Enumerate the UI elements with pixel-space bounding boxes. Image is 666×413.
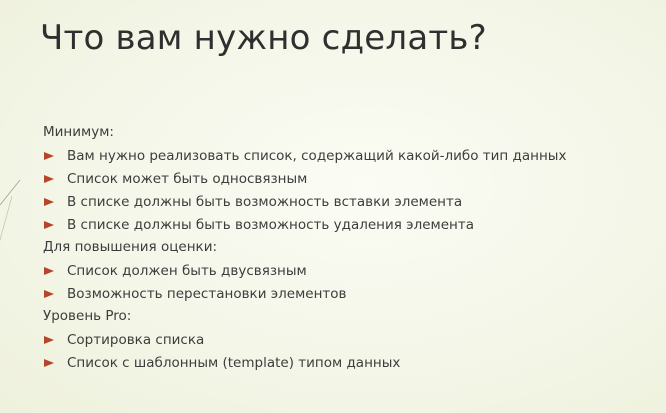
slide-title: Что вам нужно сделать? xyxy=(40,18,487,58)
list-item-text: Вам нужно реализовать список, содержащий какой-либо тип данных xyxy=(67,148,567,164)
section-heading-pro: Уровень Pro: xyxy=(43,308,132,324)
list-item-text: Возможность перестановки элементов xyxy=(67,286,347,302)
list-item xyxy=(43,168,653,191)
arrow-bullet-icon xyxy=(44,175,54,183)
list-item xyxy=(43,329,653,352)
list-item xyxy=(43,260,653,283)
list-item xyxy=(43,283,653,306)
section-heading-higher-grade: Для повышения оценки: xyxy=(43,239,218,255)
list-item-text: Список с шаблонным (template) типом данных xyxy=(67,355,401,371)
list-item-text: В списке должны быть возможность вставки элемента xyxy=(67,194,463,210)
list-item xyxy=(43,352,653,375)
section-heading-minimum: Минимум: xyxy=(43,124,114,140)
list-item xyxy=(43,145,653,168)
arrow-bullet-icon xyxy=(44,290,54,298)
arrow-bullet-icon xyxy=(44,152,54,160)
list-item xyxy=(43,191,653,214)
arrow-bullet-icon xyxy=(44,198,54,206)
list-item-text: В списке должны быть возможность удаления элемента xyxy=(67,217,474,233)
arrow-bullet-icon xyxy=(44,359,54,367)
list-item xyxy=(43,214,653,237)
list-item-text: Список должен быть двусвязным xyxy=(67,263,307,279)
arrow-bullet-icon xyxy=(44,267,54,275)
arrow-bullet-icon xyxy=(44,221,54,229)
list-item-text: Список может быть односвязным xyxy=(67,171,308,187)
list-item-text: Сортировка списка xyxy=(67,332,205,348)
arrow-bullet-icon xyxy=(44,336,54,344)
slide-content xyxy=(43,122,653,375)
